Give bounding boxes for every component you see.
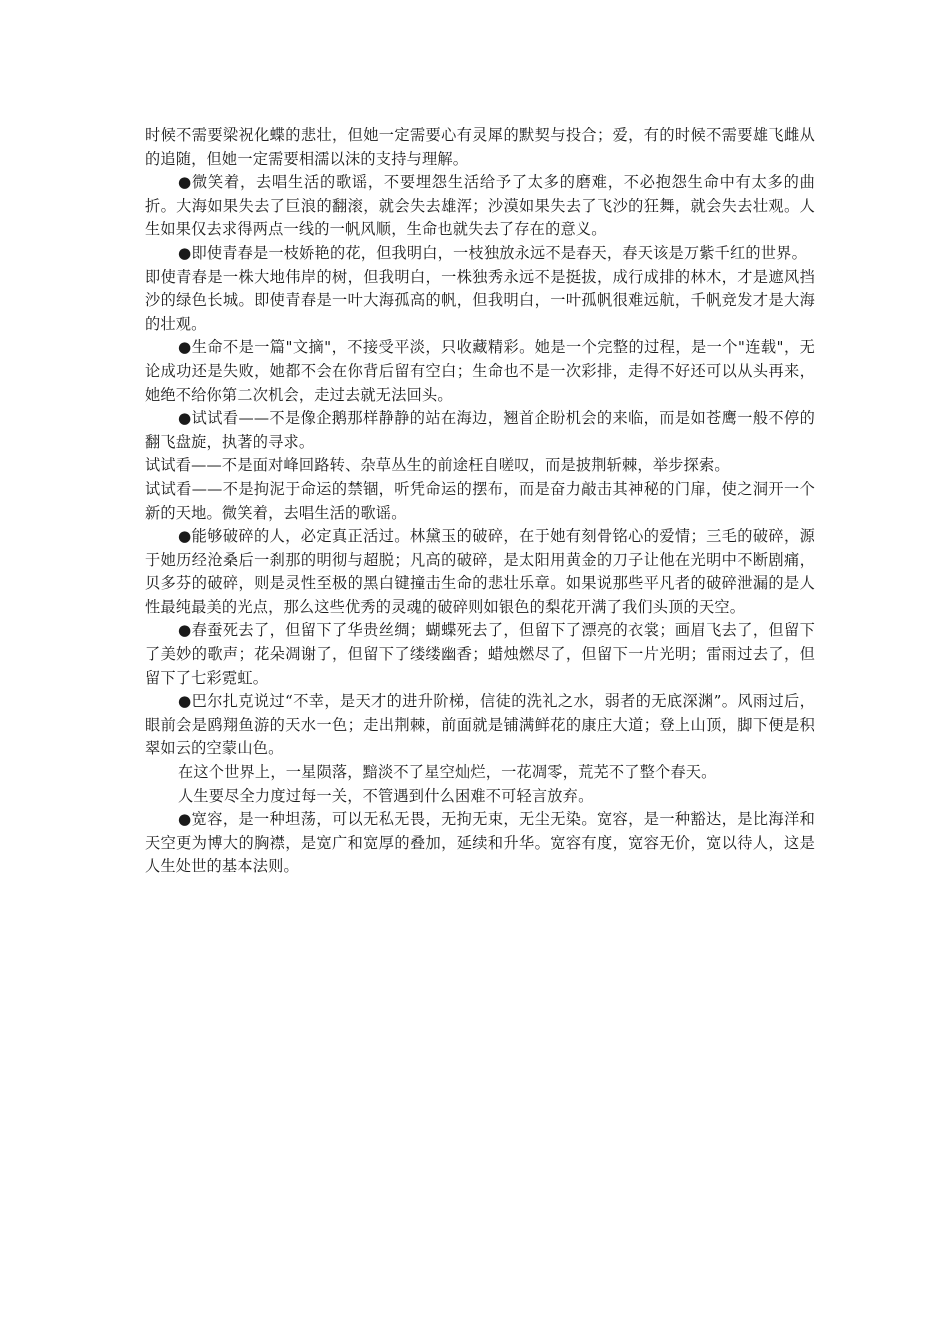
paragraph-1: ●微笑着，去唱生活的歌谣，不要埋怨生活给予了太多的磨难，不必抱怨生命中有太多的曲折。大海如果失去了巨浪的翻滚，就会失去雄浑；沙漠如果失去了飞沙的狂舞，就会失去壮观。人生如果仅去求得两点一线的一帆风顺，生命也就失去了存在的意义。: [145, 173, 815, 239]
paragraph-12: 人生要尽全力度过每一关，不管遇到什么困难不可轻言放弃。: [178, 786, 594, 805]
paragraph-0: 时候不需要梁祝化蝶的悲壮，但她一定需要心有灵犀的默契与投合；爱，有的时候不需要雄飞雌从的追随，但她一定需要相濡以沫的支持与理解。: [145, 126, 815, 168]
paragraph-4: ●生命不是一篇"文摘"，不接受平淡，只收藏精彩。她是一个完整的过程，是一个"连载"，无论成功还是失败，她都不会在你背后留有空白；生命也不是一次彩排，走得不好还可以从头再来，她绝不给你第二次机会，走过去就无法回头。: [145, 338, 815, 404]
paragraph-6: 试试看——不是面对峰回路转、杂草丛生的前途枉自嗟叹，而是披荆斩棘，举步探索。: [145, 456, 730, 475]
paragraph-10: ●巴尔扎克说过“不幸，是天才的进升阶梯，信徒的洗礼之水，弱者的无底深渊”。风雨过后，眼前会是鸥翔鱼游的天水一色；走出荆棘，前面就是铺满鲜花的康庄大道；登上山顶，脚下便是积翠如云的空蒙山色。: [145, 692, 815, 758]
document-body: [145, 124, 815, 879]
paragraph-3: 即使青春是一株大地伟岸的树，但我明白，一株独秀永远不是挺拔，成行成排的林木，才是遮风挡沙的绿色长城。即使青春是一叶大海孤高的帆，但我明白，一叶孤帆很难远航，千帆竞发才是大海的壮观。: [145, 267, 815, 333]
paragraph-5: ●试试看——不是像企鹅那样静静的站在海边，翘首企盼机会的来临，而是如苍鹰一般不停的翻飞盘旋，执著的寻求。: [145, 409, 815, 451]
paragraph-9: ●春蚕死去了，但留下了华贵丝绸；蝴蝶死去了，但留下了漂亮的衣裳；画眉飞去了，但留下了美妙的歌声；花朵凋谢了，但留下了缕缕幽香；蜡烛燃尽了，但留下一片光明；雷雨过去了，但留下了七彩霓虹。: [145, 621, 815, 687]
paragraph-11: 在这个世界上，一星陨落，黯淡不了星空灿烂，一花凋零，荒芜不了整个春天。: [178, 763, 717, 782]
paragraph-2: ●即使青春是一枝娇艳的花，但我明白，一枝独放永远不是春天，春天该是万紫千红的世界。: [178, 243, 807, 262]
paragraph-7: 试试看——不是拘泥于命运的禁锢，听凭命运的摆布，而是奋力敲击其神秘的门扉，使之洞开一个新的天地。微笑着，去唱生活的歌谣。: [145, 479, 815, 522]
paragraph-8: ●能够破碎的人，必定真正活过。林黛玉的破碎，在于她有刻骨铭心的爱情；三毛的破碎，源于她历经沧桑后一刹那的明彻与超脱；凡高的破碎，是太阳用黄金的刀子让他在光明中不断剧痛，贝多芬的破碎，则是灵性至极的黑白键撞击生命的悲壮乐章。如果说那些平凡者的破碎泄漏的是人性最纯最美的光点，那么这些优秀的灵魂的破碎则如银色的梨花开满了我们头顶的天空。: [145, 527, 815, 616]
paragraph-13: ●宽容，是一种坦荡，可以无私无畏，无拘无束，无尘无染。宽容，是一种豁达，是比海洋和天空更为博大的胸襟，是宽广和宽厚的叠加，延续和升华。宽容有度，宽容无价，宽以待人，这是人生处世的基本法则。: [145, 810, 815, 876]
